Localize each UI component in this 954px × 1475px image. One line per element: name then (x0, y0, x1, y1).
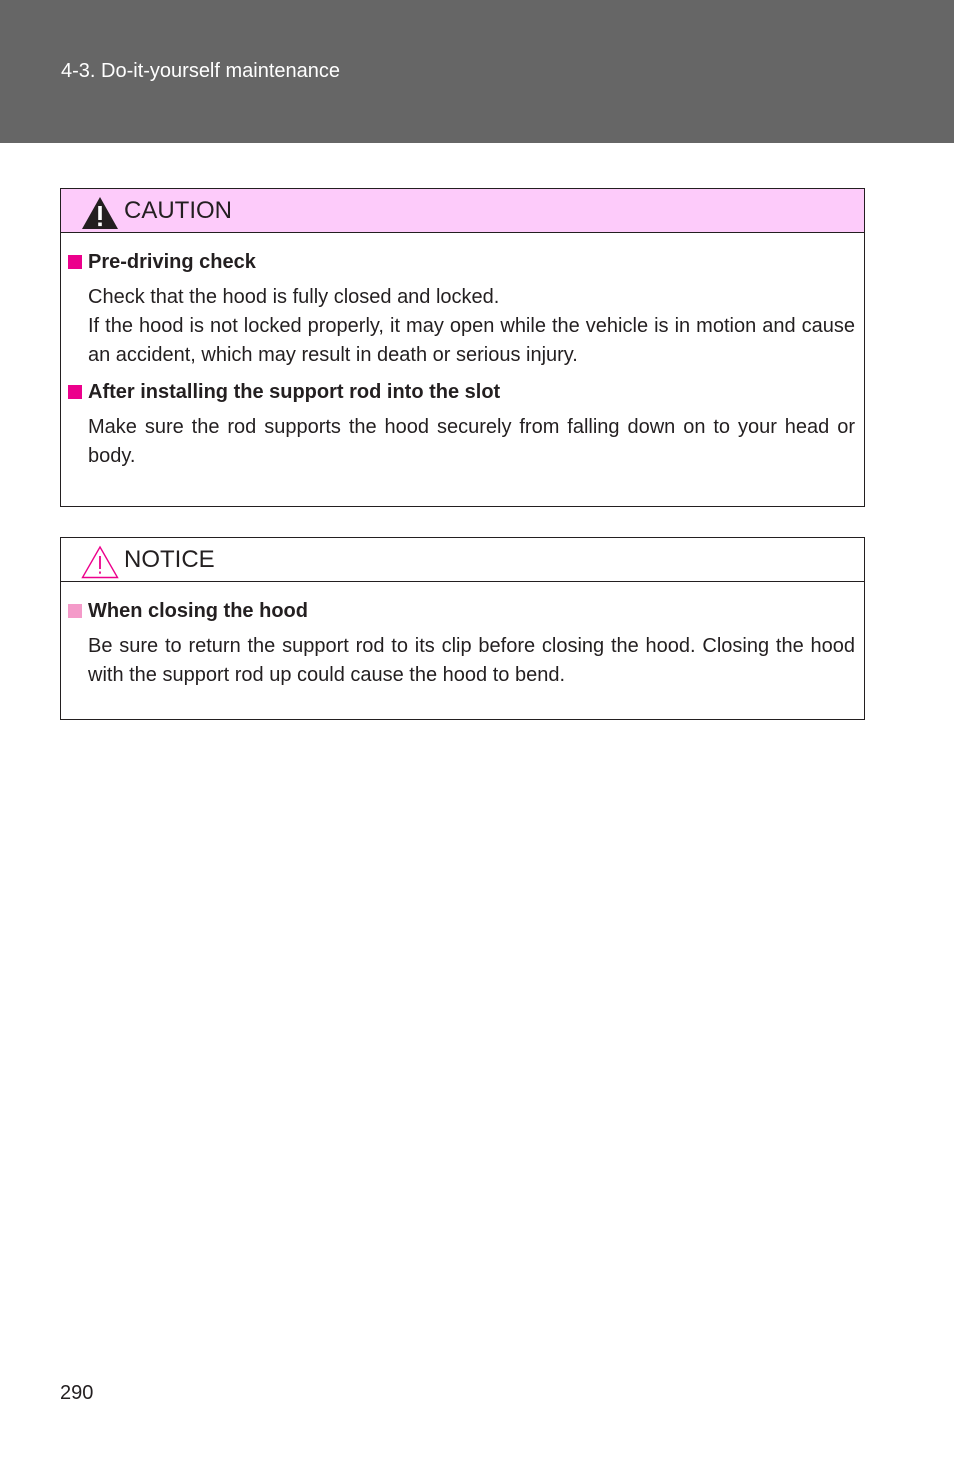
bullet-square-icon (68, 255, 82, 269)
notice-item-heading-text: When closing the hood (88, 600, 308, 622)
notice-body (61, 582, 864, 690)
caution-item-line: If the hood is not locked properly, it may open while the vehicle is in motion and cause an accident, which may result in death or serious injury. (88, 315, 855, 366)
notice-header (61, 538, 864, 582)
caution-item-line: Make sure the rod supports the hood securely from falling down on to your head or body. (88, 416, 855, 467)
caution-item-heading (68, 379, 855, 405)
caution-title: CAUTION (124, 197, 232, 224)
page-number: 290 (60, 1382, 94, 1404)
caution-item-heading-text: After installing the support rod into the slot (88, 381, 501, 403)
notice-item-text (88, 632, 855, 690)
caution-header (61, 189, 864, 233)
section-title: 4-3. Do-it-yourself maintenance (61, 60, 341, 82)
caution-body (61, 233, 864, 471)
notice-title: NOTICE (124, 546, 215, 573)
caution-box (60, 188, 865, 507)
caution-item-heading (68, 249, 855, 275)
header-band (0, 0, 954, 143)
caution-item-text (88, 413, 855, 471)
caution-item-heading-text: Pre-driving check (88, 251, 256, 273)
notice-item-heading (68, 598, 855, 624)
warning-triangle-outline-icon (81, 545, 119, 579)
warning-triangle-filled-icon (81, 196, 119, 230)
bullet-square-icon (68, 385, 82, 399)
bullet-square-icon (68, 604, 82, 618)
notice-box (60, 537, 865, 720)
caution-item-text (88, 283, 855, 370)
caution-item-line: Check that the hood is fully closed and locked. (88, 286, 500, 308)
notice-item-line: Be sure to return the support rod to its clip before closing the hood. Closing the hood with the support rod up could cause the hood to bend. (88, 635, 855, 686)
